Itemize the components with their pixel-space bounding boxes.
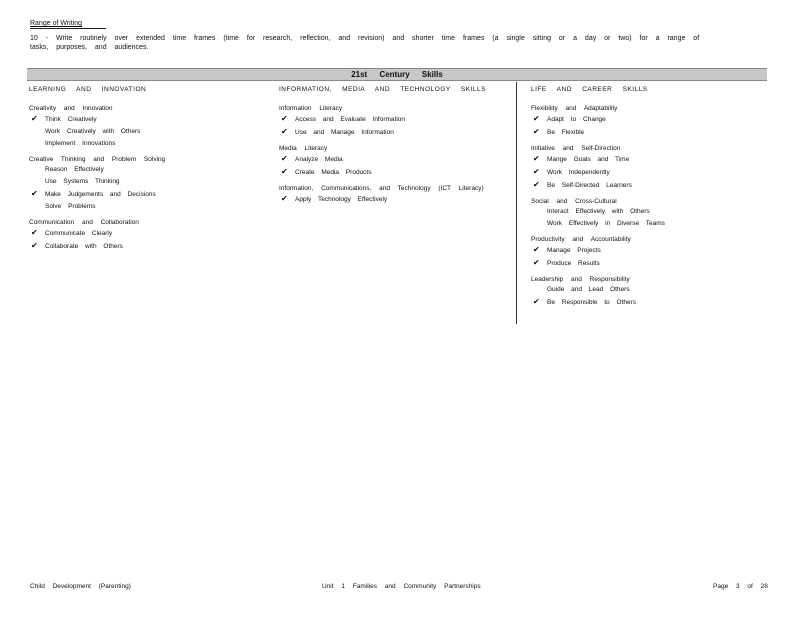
- range-heading: Range of Writing: [30, 20, 106, 29]
- skill-group-title: Creativity and Innovation: [29, 105, 113, 112]
- skill-item: [29, 227, 269, 240]
- skill-group-title: Social and Cross-Cultural: [531, 198, 617, 205]
- skill-item: [279, 113, 509, 126]
- skill-item: [531, 257, 761, 270]
- skill-item: [279, 193, 509, 206]
- checkmark-icon: ✔: [533, 245, 540, 254]
- checkmark-icon: ✔: [31, 228, 38, 237]
- skill-item-label: Reason Effectively: [45, 166, 104, 173]
- checkmark-icon: ✔: [533, 297, 540, 306]
- skill-item-label: Adapt to Change: [547, 116, 606, 123]
- skill-item-label: Manage Projects: [547, 247, 601, 254]
- skill-group-title: Initiative and Self-Direction: [531, 145, 621, 152]
- skill-item-label: Create Media Products: [295, 169, 372, 176]
- footer-unit: Unit 1 Families and Community Partnerships: [322, 583, 481, 590]
- skill-item-label: Produce Results: [547, 260, 600, 267]
- checkmark-icon: ✔: [281, 154, 288, 163]
- footer-course: Child Development (Parenting): [30, 583, 131, 590]
- checkmark-icon: ✔: [281, 127, 288, 136]
- checkmark-icon: ✔: [281, 194, 288, 203]
- skill-item: [531, 153, 761, 166]
- skill-item: [279, 153, 509, 166]
- skill-group: [29, 155, 269, 213]
- skill-item-label: Collaborate with Others: [45, 243, 123, 250]
- skill-item: [29, 240, 269, 253]
- skill-group-title: Media Literacy: [279, 145, 328, 152]
- checkmark-icon: ✔: [533, 154, 540, 163]
- skill-item-label: Solve Problems: [45, 203, 96, 210]
- skill-item-label: Work Creatively with Others: [45, 128, 141, 135]
- skill-item-label: Use Systems Thinking: [45, 178, 120, 185]
- skill-item-label: Communicate Clearly: [45, 230, 113, 237]
- skill-item: [29, 164, 269, 176]
- checkmark-icon: ✔: [31, 114, 38, 123]
- checkmark-icon: ✔: [281, 114, 288, 123]
- checkmark-icon: ✔: [533, 167, 540, 176]
- skill-item: [531, 244, 761, 257]
- skill-item-label: Apply Technology Effectively: [295, 196, 388, 203]
- checkmark-icon: ✔: [533, 114, 540, 123]
- skill-group: [29, 218, 269, 253]
- skill-item: [531, 166, 761, 179]
- checkmark-icon: ✔: [281, 167, 288, 176]
- skill-item-label: Make Judgements and Decisions: [45, 191, 156, 198]
- checkmark-icon: ✔: [533, 127, 540, 136]
- skill-group-title: Information Literacy: [279, 105, 343, 112]
- skill-group-title: Communication and Collaboration: [29, 219, 139, 226]
- skill-group-title: Productivity and Accountability: [531, 236, 631, 243]
- skill-group: [279, 184, 509, 206]
- column-information-media-technology: [279, 86, 509, 211]
- skill-item: [531, 284, 761, 296]
- checkmark-icon: ✔: [533, 180, 540, 189]
- skill-item-label: Use and Manage Information: [295, 129, 394, 136]
- skill-item-label: Analyze Media: [295, 156, 343, 163]
- skill-item: [531, 296, 761, 309]
- skills-header: 21st Century Skills: [27, 68, 767, 81]
- column-life-career: [531, 86, 761, 314]
- column-divider: [516, 82, 517, 324]
- skill-item-label: Be Self-Directed Learners: [547, 182, 632, 189]
- skill-group: [279, 144, 509, 179]
- skill-item: [29, 176, 269, 188]
- skill-group-title: Information, Communications, and Technology (ICT Literacy): [279, 185, 484, 192]
- column-title: INFORMATION, MEDIA AND TECHNOLOGY SKILLS: [279, 86, 486, 93]
- skill-item-label: Access and Evaluate Information: [295, 116, 406, 123]
- footer-page-number: Page 3 of 28: [713, 583, 768, 590]
- column-learning-innovation: [29, 86, 269, 258]
- skill-group: [279, 104, 509, 139]
- checkmark-icon: ✔: [31, 241, 38, 250]
- skill-group: [531, 235, 761, 270]
- skill-item-label: Work Effectively in Diverse Teams: [547, 220, 665, 227]
- skill-group-title: Flexibility and Adaptability: [531, 105, 618, 112]
- skill-item-label: Work Independently: [547, 169, 610, 176]
- skill-item: [29, 188, 269, 201]
- skill-item: [279, 166, 509, 179]
- skill-item: [531, 126, 761, 139]
- skill-item: [29, 113, 269, 126]
- skill-group: [29, 104, 269, 150]
- skill-item: [531, 113, 761, 126]
- skill-item-label: Guide and Lead Others: [547, 286, 630, 293]
- column-title: LEARNING AND INNOVATION: [29, 86, 147, 93]
- skill-item-label: Mange Goals and Time: [547, 156, 630, 163]
- skill-group-title: Creative Thinking and Problem Solving: [29, 156, 166, 163]
- column-title: LIFE AND CAREER SKILLS: [531, 86, 648, 93]
- skill-item: [531, 206, 761, 218]
- skill-group: [531, 275, 761, 309]
- skill-item: [531, 179, 761, 192]
- skill-item-label: Think Creatively: [45, 116, 97, 123]
- skill-group-title: Leadership and Responsibility: [531, 276, 630, 283]
- checkmark-icon: ✔: [31, 189, 38, 198]
- checkmark-icon: ✔: [533, 258, 540, 267]
- skill-item-label: Be Flexible: [547, 129, 585, 136]
- skill-item: [531, 218, 761, 230]
- skill-item: [279, 126, 509, 139]
- skill-item-label: Implement Innovations: [45, 140, 116, 147]
- skill-group: [531, 104, 761, 139]
- skill-item: [29, 201, 269, 213]
- skill-item: [29, 138, 269, 150]
- skill-item-label: Be Responsible to Others: [547, 299, 637, 306]
- skill-group: [531, 197, 761, 230]
- skill-item-label: Interact Effectively with Others: [547, 208, 650, 215]
- skill-item: [29, 126, 269, 138]
- skill-group: [531, 144, 761, 192]
- range-text: 10 - Write routinely over extended time frames (time for research, reflection, and revision) and shorter time frames (a single sitting or a day or two) for a range of tasks, purposes, and audiences.: [30, 35, 700, 51]
